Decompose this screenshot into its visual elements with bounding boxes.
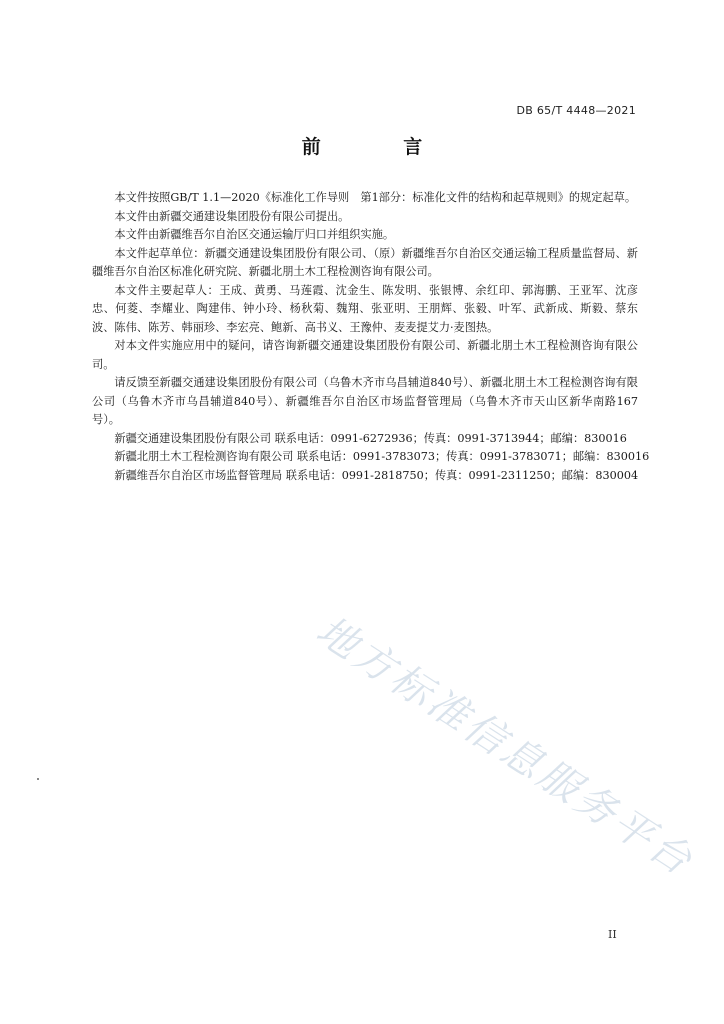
contact-line: 新疆北朋土木工程检测咨询有限公司 联系电话：0991-3783073；传真：0991-3783071；邮编：830016	[114, 450, 650, 463]
watermark: 地方标准信息服务平台	[308, 607, 703, 886]
paragraph-proposer: 本文件由新疆交通建设集团股份有限公司提出。	[114, 209, 350, 223]
paragraph-drafting-rules: 本文件按照GB/T 1.1—2020《标准化工作导则 第1部分：标准化文件的结构和起草规则》的规定起草。	[114, 191, 637, 204]
contact-line: 新疆维吾尔自治区市场监督管理局 联系电话：0991-2818750；传真：0991-2311250；邮编：830004	[114, 468, 639, 482]
foreword-body	[92, 189, 650, 485]
page-number: II	[608, 928, 617, 941]
margin-mark	[37, 778, 39, 780]
page-title: 前 言	[301, 136, 461, 158]
standard-code: DB 65/T 4448—2021	[516, 104, 636, 117]
paragraph-drafting-units: 本文件起草单位：新疆交通建设集团股份有限公司、（原）新疆维吾尔自治区交通运输工程质量监督局、新疆维吾尔自治区标准化研究院、新疆北朋土木工程检测咨询有限公司。	[92, 246, 638, 278]
paragraph-drafters: 本文件主要起草人：王成、黄勇、马莲霞、沈金生、陈发明、张银博、余红印、郭海鹏、王亚军、沈彦忠、何菱、李耀业、陶建伟、钟小玲、杨秋菊、魏翔、张亚明、王朋辉、张毅、叶军、武新成、斯毅、蔡东波、陈伟、陈芳、韩丽珍、李宏亮、鲍新、高书义、王豫仲、麦麦提艾力·麦图热。	[92, 283, 638, 334]
paragraph-administrator: 本文件由新疆维吾尔自治区交通运输厅归口并组织实施。	[114, 228, 395, 241]
contact-line: 新疆交通建设集团股份有限公司 联系电话：0991-6272936；传真：0991-3713944；邮编：830016	[114, 431, 627, 445]
paragraph-inquiries: 对本文件实施应用中的疑问，请咨询新疆交通建设集团股份有限公司、新疆北朋土木工程检测咨询有限公司。	[92, 339, 638, 371]
paragraph-feedback: 请反馈至新疆交通建设集团股份有限公司（乌鲁木齐市乌昌辅道840号）、新疆北朋土木工程检测咨询有限公司（乌鲁木齐市乌昌辅道840号）、新疆维吾尔自治区市场监督管理局（乌鲁木齐市天山区新华南路167号）。	[92, 376, 638, 426]
